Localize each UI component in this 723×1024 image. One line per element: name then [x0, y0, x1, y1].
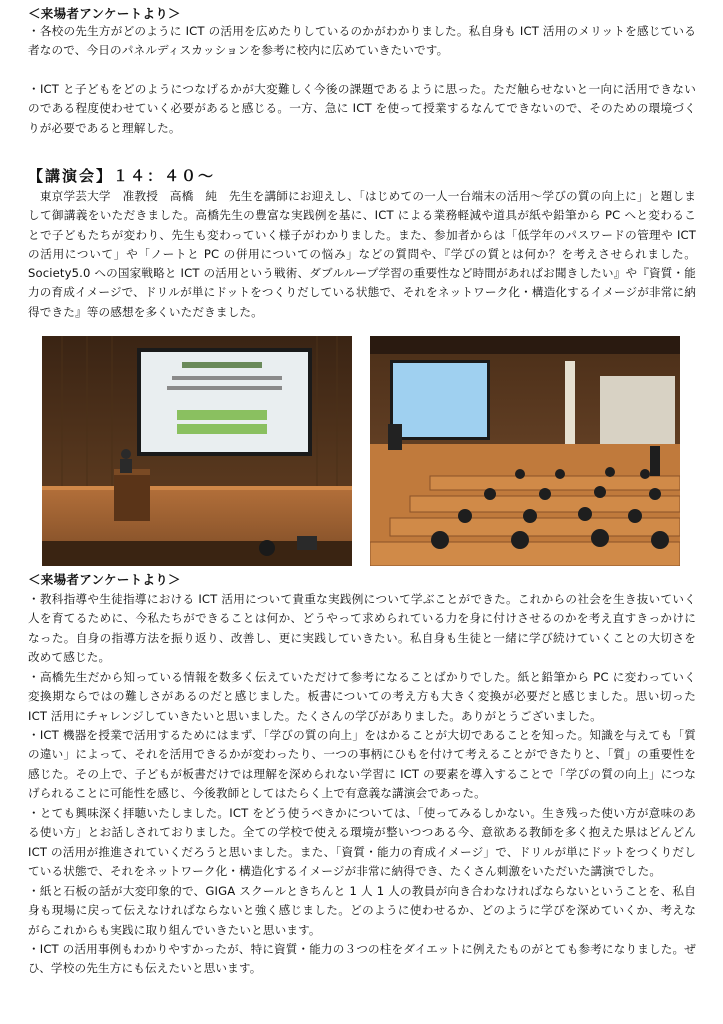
- survey2-item-4: ・とても興味深く拝聴いたしました。ICT をどう使うべきかについては、「使ってみるしかない。生き残った使い方が意味のある使い方」とお話しされておりました。全ての学校で使える環境が整いつつある今、意欲ある教師を多く抱えた県はどんどん ICT の活用が推進されていくだろうと思いました。また、「資質・能力の育成イメージ」で、ドリルが単にドットをつくりだしている状態で、それをネットワーク化・構造化するイメージが非常に納得でき、たくさん刺激をいただいた講演でした。: [28, 806, 696, 878]
- lecture-body: 東京学芸大学 准教授 高橋 純 先生を講師にお迎えし、「はじめての一人一台端末の活用～学びの質の向上に」と題しまして御講義をいただきました。高橋先生の豊富な実践例を基に、ICT による業務軽減や道具が紙や鉛筆から PC へと変わることで子どもたちが変わり、先生も変わっていく様子がわかりました。また、参加者からは「低学年のパスワードの管理や ICT の活用について」や「ノートと PC の併用についての悩み」などの質問や、『学びの質とは何か？を考えさせられました。Society5.0 への国家戦略と ICT の活用という戦術、ダブルループ学習の重要性など時間があればお聞きしたい』や『資質・能力の育成イメージで、ドリルが単にドットをつくりだしている状態で、それをネットワーク化・構造化するイメージが非常に納得できた』等の感想を多くいただきました。: [28, 189, 696, 319]
- survey2-item-2: ・高橋先生だから知っている情報を数多く伝えていただけて参考になることばかりでした。紙と鉛筆から PC に変わっていく変換期ならではの難しさがあるのだと感じました。板書についての考え方も大きく変換が必要だと感じました。思い切った ICT 活用にチャレンジしていきたいと思いました。たくさんの学びがありました。ありがとうございました。: [28, 670, 696, 723]
- survey2-item-6: ・ICT の活用事例もわかりやすかったが、特に資質・能力の３つの柱をダイエットに例えたものがとても参考になりました。ぜひ、学校の先生方にも伝えたいと思います。: [28, 942, 696, 976]
- survey2-heading: ＜来場者アンケートより＞: [28, 572, 181, 587]
- lecture-section-title: 【講演会】１４：４０～: [28, 167, 216, 185]
- survey2-item-1: ・教科指導や生徒指導における ICT 活用について貴重な実践例について学ぶことができた。これからの社会を生き抜いていく人を育てるために、今私たちができることは何か、どうやって求められている力を身に付けさせるのかを考え直すきっかけになった。自身の指導方法を振り返り、改善し、更に実践していきたい。私自身も生徒と一緒に学び続けていくことの大切さを改めて感じた。: [28, 592, 696, 664]
- survey1-item-2: ・ICT と子どもをどのようにつなげるかが大変難しく今後の課題であるように思った。ただ触らせないと一向に活用できないのである程度使わせていく必要があると感じる。一方、急に ICT を使って授業するなんてできないので、そのための環境づくりが必要であると理解した。: [28, 82, 696, 135]
- survey2-item-5: ・紙と石板の話が大変印象的で、GIGA スクールときちんと 1 人 1 人の教員が向き合わなければならないということを、私自身も現場に戻って伝えなければならないと強く感じました。どのように使わせるか、どのように学びを深めていくか、考えながらこれからも実践に取り組んでいきたいと思います。: [28, 884, 696, 937]
- survey1-heading: ＜来場者アンケートより＞: [28, 6, 181, 21]
- survey2-item-3: ・ICT 機器を授業で活用するためにはまず、「学びの質の向上」をはかることが大切であることを知った。知識を与えても「質の違い」によって、それを活用できるかが変わったり、一つの事柄にひもを付けて考えることができたりと、「質」の重要性を感じた。その上で、子どもが板書だけでは理解を深められない学習に ICT の要素を導入することで「学びの質の向上」につなげられることに可能性を感じ、今後教師としてはたらく上で有意義な講演会であった。: [28, 728, 696, 800]
- lecture-stage-photo: [42, 336, 352, 566]
- survey1-item-1: ・各校の先生方がどのように ICT の活用を広めたりしているのかがわかりました。私自身も ICT 活用のメリットを感じている者なので、今日のパネルディスカッションを参考に校内に広めていきたいです。: [28, 24, 696, 58]
- lecture-hall-audience-photo: [370, 336, 680, 566]
